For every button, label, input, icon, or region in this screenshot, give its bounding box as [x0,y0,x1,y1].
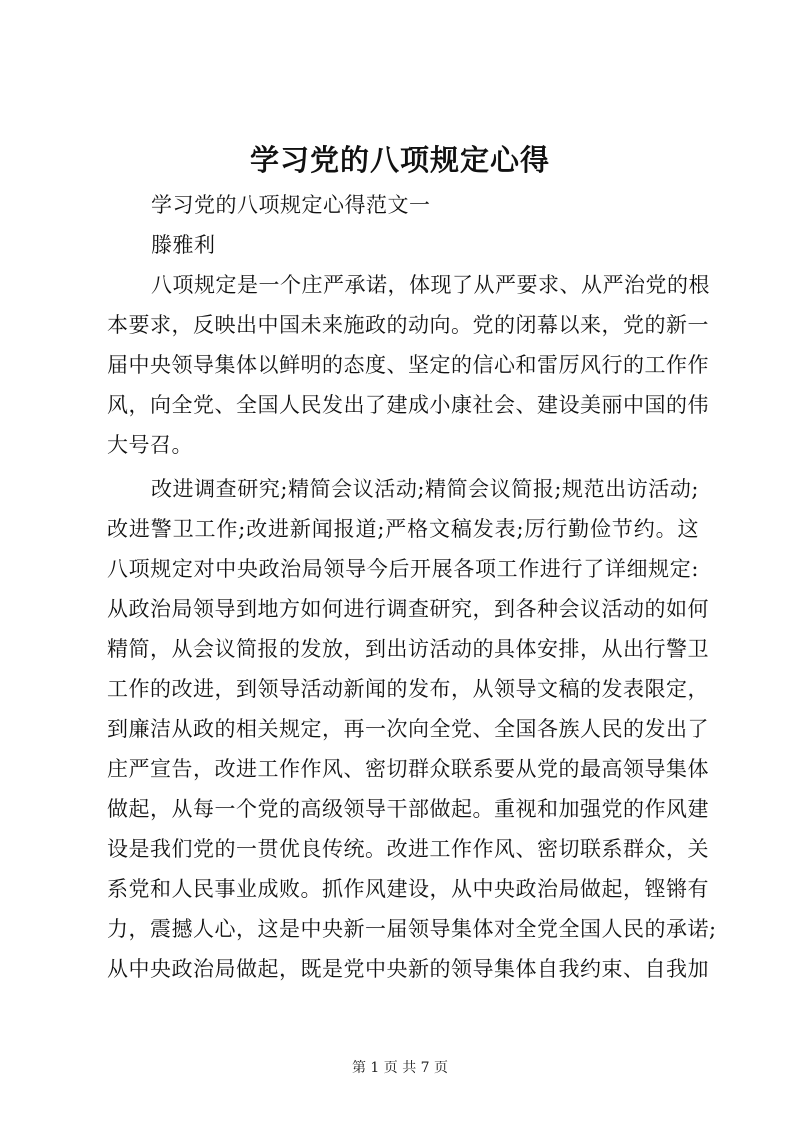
page-title: 学习党的八项规定心得 [249,143,550,177]
paragraph-line: 从政治局领导到地方如何进行调查研究，到各种会议活动的如何 [107,597,709,621]
document-subtitle: 学习党的八项规定心得范文一 [151,193,431,217]
paragraph-line: 工作的改进，到领导活动新闻的发布，从领导文稿的发表限定， [107,677,709,701]
paragraph-1 [107,265,710,465]
author-name: 滕雅利 [151,233,216,257]
paragraph-line: 八项规定对中央政治局领导今后开展各项工作进行了详细规定: [107,557,699,581]
paragraph-line: 设是我们党的一贯优良传统。改进工作作风、密切联系群众，关 [107,837,709,861]
paragraph-2 [107,469,717,989]
paragraph-line: 大号召。 [107,433,193,457]
paragraph-line: 精简，从会议简报的发放，到出访活动的具体安排，从出行警卫 [107,637,709,661]
paragraph-line: 系党和人民事业成败。抓作风建设，从中央政治局做起，铿锵有 [107,877,709,901]
paragraph-line: 风，向全党、全国人民发出了建成小康社会、建设美丽中国的伟 [107,393,709,417]
paragraph-line: 力，震撼人心，这是中央新一届领导集体对全党全国人民的承诺; [107,917,717,941]
paragraph-line: 庄严宣告，改进工作作风、密切群众联系要从党的最高领导集体 [107,757,709,781]
paragraph-line: 到廉洁从政的相关规定，再一次向全党、全国各族人民的发出了 [107,717,709,741]
paragraph-line: 八项规定是一个庄严承诺，体现了从严要求、从严治党的根 [151,273,710,297]
paragraph-line: 改进调查研究;精简会议活动;精简会议简报;规范出访活动; [151,477,699,501]
paragraph-line: 届中央领导集体以鲜明的态度、坚定的信心和雷厉风行的工作作 [107,353,709,377]
paragraph-line: 从中央政治局做起，既是党中央新的领导集体自我约束、自我加 [107,957,709,981]
page-number-footer: 第 1 页 共 7 页 [351,1060,449,1076]
paragraph-line: 改进警卫工作;改进新闻报道;严格文稿发表;厉行勤俭节约。这 [107,517,699,541]
paragraph-line: 做起，从每一个党的高级领导干部做起。重视和加强党的作风建 [107,797,709,821]
document-body [107,185,717,989]
paragraph-line: 本要求，反映出中国未来施政的动向。党的闭幕以来，党的新一 [107,313,709,337]
